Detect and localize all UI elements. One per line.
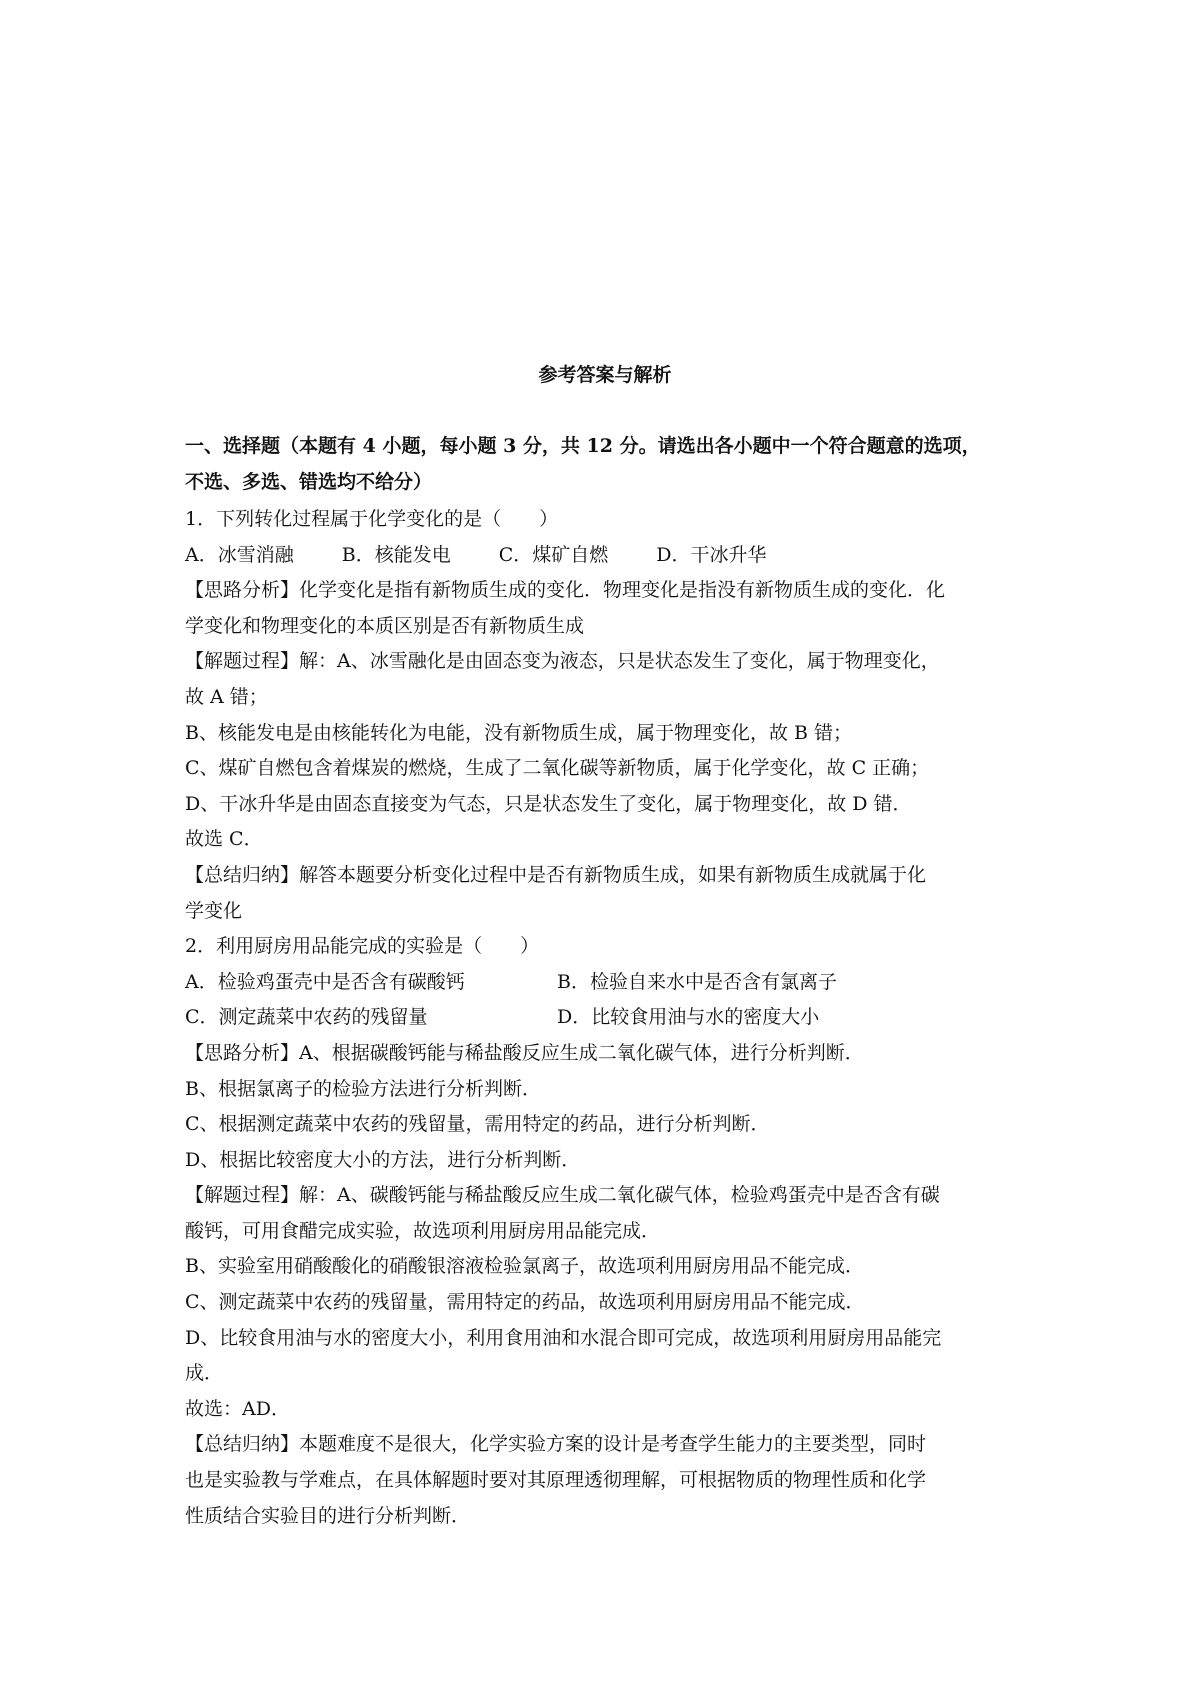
- q2-answer: 故选：AD．: [185, 1397, 290, 1420]
- q1-solution-line: 故 A 错；: [185, 685, 268, 708]
- q1-answer: 故选 C．: [185, 828, 263, 851]
- q1-stem: 1．下列转化过程属于化学变化的是（ ）: [185, 508, 559, 530]
- section-heading-line: 一、选择题（本题有 4 小题，每小题 3 分，共 12 分。请选出各小题中一个符合题意的选项，: [185, 435, 981, 457]
- q1-option-c: C．煤矿自燃: [498, 543, 609, 566]
- section-heading-line: 不选、多选、错选均不给分）: [185, 471, 433, 493]
- q2-options-row: [185, 965, 1025, 1001]
- q2-analysis-line: 【思路分析】A、根据碳酸钙能与稀盐酸反应生成二氧化碳气体，进行分析判断．: [185, 1041, 864, 1064]
- q2-solution-line: C、测定蔬菜中农药的残留量，需用特定的药品，故选项利用厨房用品不能完成．: [185, 1291, 865, 1314]
- section-heading: [185, 428, 1025, 500]
- q1-solution-line: C、煤矿自燃包含着煤炭的燃烧，生成了二氧化碳等新物质，属于化学变化，故 C 正确；: [185, 757, 930, 780]
- q2-solution-line: D、比较食用油与水的密度大小，利用食用油和水混合即可完成，故选项利用厨房用品能完: [185, 1326, 942, 1349]
- q2-option-a: A．检验鸡蛋壳中是否含有碳酸钙: [185, 970, 465, 993]
- q2-summary-line: 性质结合实验目的进行分析判断．: [185, 1504, 471, 1527]
- q1-analysis-line: 学变化和物理变化的本质区别是否有新物质生成: [185, 614, 585, 637]
- q2-solution-line: B、实验室用硝酸酸化的硝酸银溶液检验氯离子，故选项利用厨房用品不能完成．: [185, 1255, 864, 1278]
- q2-solution-line: 酸钙，可用食醋完成实验，故选项利用厨房用品能完成．: [185, 1219, 661, 1242]
- q2-solution-line: 【解题过程】解：A、碳酸钙能与稀盐酸反应生成二氧化碳气体，检验鸡蛋壳中是否含有碳: [185, 1184, 940, 1207]
- q2-analysis-line: C、根据测定蔬菜中农药的残留量，需用特定的药品，进行分析判断．: [185, 1113, 770, 1136]
- q2-options-row: [185, 1000, 1025, 1036]
- q2-option-c: C．测定蔬菜中农药的残留量: [185, 1006, 428, 1029]
- page-title: 参考答案与解析: [538, 364, 672, 386]
- q2-stem: 2．利用厨房用品能完成的实验是（ ）: [185, 935, 540, 958]
- q1-analysis-line: 【思路分析】化学变化是指有新物质生成的变化．物理变化是指没有新物质生成的变化．化: [185, 579, 946, 602]
- q1-option-b: B．核能发电: [341, 543, 451, 566]
- q1-option-d: D．干冰升华: [656, 543, 767, 566]
- q2-summary-line: 也是实验教与学难点，在具体解题时要对其原理透彻理解，可根据物质的物理性质和化学: [185, 1469, 927, 1492]
- q1-solution-line: B、核能发电是由核能转化为电能，没有新物质生成，属于物理变化，故 B 错；: [185, 721, 853, 744]
- q2-analysis-line: B、根据氯离子的检验方法进行分析判断．: [185, 1077, 541, 1100]
- q1-solution-line: D、干冰升华是由固态直接变为气态，只是状态发生了变化，属于物理变化，故 D 错．: [185, 792, 912, 815]
- q1-summary-line: 【总结归纳】解答本题要分析变化过程中是否有新物质生成，如果有新物质生成就属于化: [185, 863, 927, 886]
- questions: [185, 502, 1025, 1534]
- q2-analysis-line: D、根据比较密度大小的方法，进行分析判断．: [185, 1148, 581, 1171]
- q2-option-d: D．比较食用油与水的密度大小: [557, 1006, 820, 1029]
- q1-solution-line: 【解题过程】解：A、冰雪融化是由固态变为液态，只是状态发生了变化，属于物理变化，: [185, 650, 940, 673]
- q1-summary-line: 学变化: [185, 899, 243, 922]
- q1-option-a: A．冰雪消融: [185, 543, 294, 566]
- q2-summary-line: 【总结归纳】本题难度不是很大，化学实验方案的设计是考查学生能力的主要类型，同时: [185, 1433, 927, 1456]
- q2-option-b: B．检验自来水中是否含有氯离子: [557, 970, 837, 993]
- q1-options: [185, 538, 1025, 574]
- q2-solution-line: 成．: [185, 1362, 224, 1385]
